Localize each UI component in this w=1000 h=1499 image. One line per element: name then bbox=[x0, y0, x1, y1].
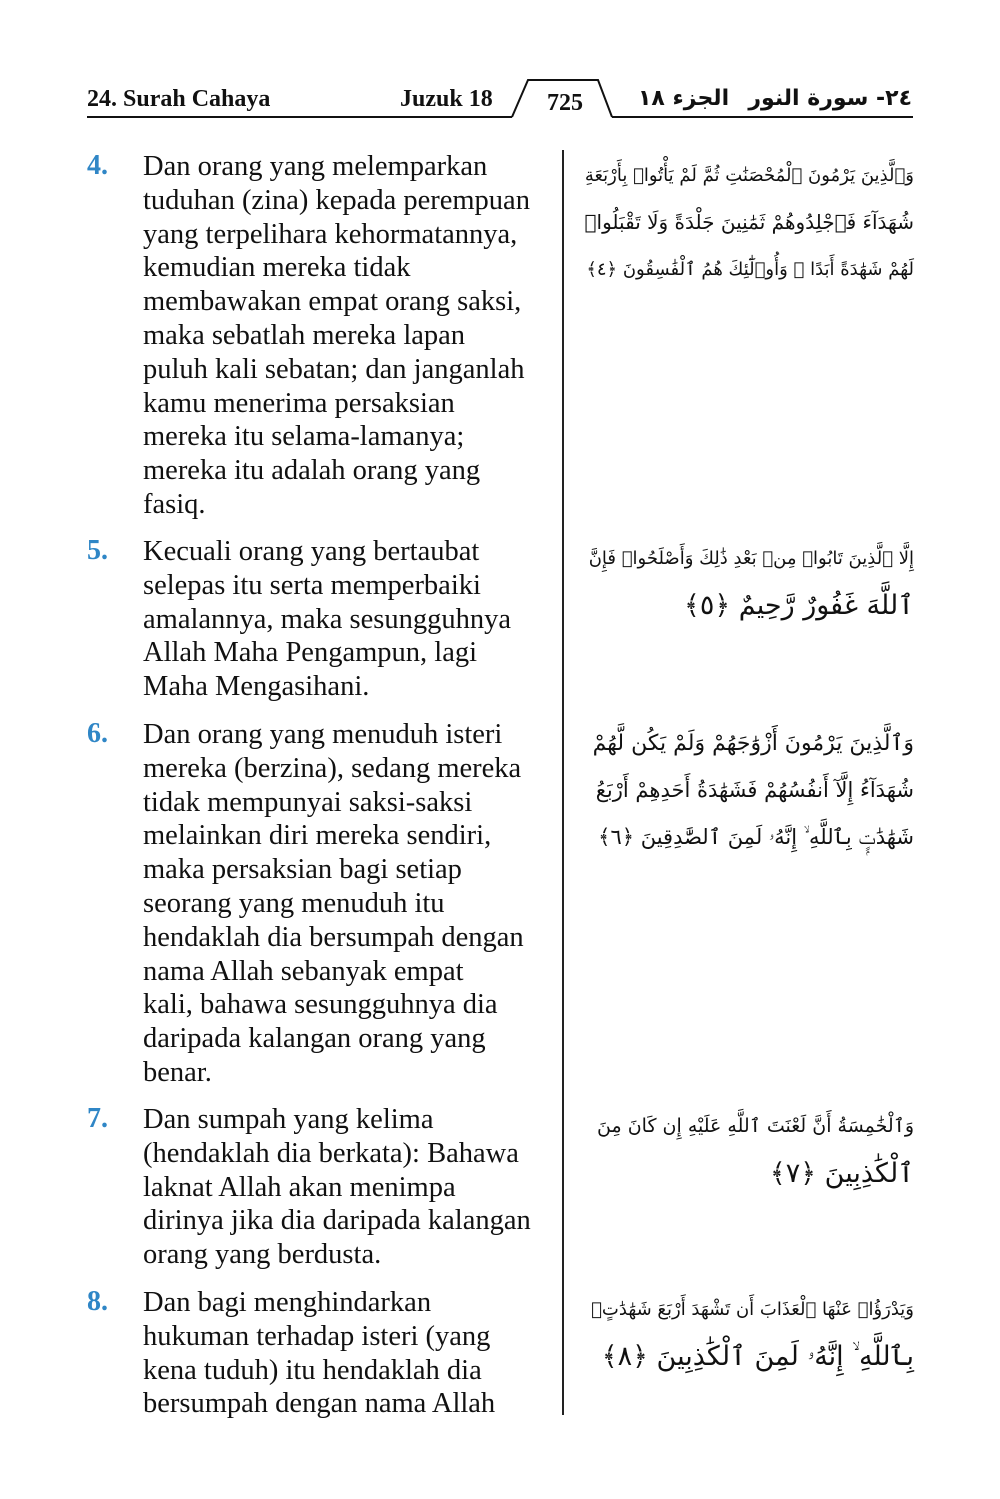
verse-translation bbox=[143, 1103, 563, 1272]
translation-line: kemudian mereka tidak bbox=[143, 252, 411, 284]
arabic-line: وَٱلَّذِينَ يَرْمُونَ ٱلْمُحْصَنَٰتِ ثُمَّ لَمْ يَأْتُوا۟ بِأَرْبَعَةِ bbox=[584, 165, 914, 186]
arabic-line: ٱللَّهَ غَفُورٌ رَّحِيمٌ ﴿٥﴾ bbox=[684, 590, 914, 621]
translation-line: (hendaklah dia berkata): Bahawa bbox=[143, 1137, 519, 1169]
translation-line: Dan bagi menghindarkan bbox=[143, 1287, 432, 1318]
translation-line: puluh kali sebatan; dan janganlah bbox=[143, 353, 525, 385]
translation-line: Dan orang yang melemparkan bbox=[143, 151, 488, 182]
verse-arabic bbox=[584, 1286, 914, 1380]
surah-title-latin: 24. Surah Cahaya bbox=[87, 86, 271, 112]
arabic-line: وَيَدْرَؤُا۟ عَنْهَا ٱلْعَذَابَ أَن تَشْهَدَ أَرْبَعَ شَهَٰدَٰتٍۭ bbox=[591, 1299, 914, 1320]
arabic-line: شَهَٰدَٰتٍۭ بِٱللَّهِ ۙ إِنَّهُۥ لَمِنَ ٱلصَّٰدِقِينَ ﴿٦﴾ bbox=[598, 825, 914, 849]
translation-line: tuduhan (zina) kepada perempuan bbox=[143, 184, 530, 216]
page-number: 725 bbox=[547, 90, 583, 116]
arabic-line: بِٱللَّهِ ۙ إِنَّهُۥ لَمِنَ ٱلْكَٰذِبِينَ ﴿٨﴾ bbox=[601, 1341, 914, 1372]
translation-line: mereka itu adalah orang yang bbox=[143, 455, 481, 487]
translation-line: maka persaksian bagi setiap bbox=[143, 854, 462, 886]
arabic-line: شُهَدَآءَ فَٱجْلِدُوهُمْ ثَمَٰنِينَ جَلْدَةً وَلَا تَقْبَلُوا۟ bbox=[584, 210, 914, 234]
juzuk-label: Juzuk 18 bbox=[400, 86, 493, 112]
juzuk-label-arabic: الجزء ١٨ bbox=[638, 86, 730, 111]
page-header bbox=[0, 0, 1000, 130]
verse-arabic bbox=[584, 720, 914, 861]
verse-translation bbox=[143, 718, 563, 1090]
verse-translation bbox=[143, 535, 563, 704]
translation-line: laknat Allah akan menimpa bbox=[143, 1171, 456, 1203]
verse-number: 5. bbox=[87, 535, 108, 566]
translation-line: dirinya jika dia daripada kalangan bbox=[143, 1205, 531, 1237]
translation-line: Dan orang yang menuduh isteri bbox=[143, 719, 503, 750]
translation-line: kali, bahawa sesungguhnya dia bbox=[143, 989, 498, 1021]
translation-line: selepas itu serta memperbaiki bbox=[143, 569, 481, 601]
verse-arabic bbox=[584, 1103, 914, 1197]
translation-line: tidak mempunyai saksi-saksi bbox=[143, 786, 473, 818]
verse-arabic bbox=[584, 535, 914, 629]
translation-line: seorang yang menuduh itu bbox=[143, 887, 445, 919]
translation-line: mereka (berzina), sedang mereka bbox=[143, 752, 522, 784]
translation-line: bersumpah dengan nama Allah bbox=[143, 1388, 496, 1420]
translation-line: hendaklah dia bersumpah dengan bbox=[143, 921, 524, 953]
verse-number: 7. bbox=[87, 1103, 108, 1134]
arabic-line: لَهُمْ شَهَٰدَةً أَبَدًا ۚ وَأُو۟لَٰٓئِكَ هُمُ ٱلْفَٰسِقُونَ ﴿٤﴾ bbox=[586, 259, 914, 280]
translation-line: kena tuduh) itu hendaklah dia bbox=[143, 1354, 482, 1386]
translation-line: hukuman terhadap isteri (yang bbox=[143, 1320, 491, 1352]
verse-number: 6. bbox=[87, 718, 108, 749]
translation-line: benar. bbox=[143, 1056, 212, 1088]
translation-line: kamu menerima persaksian bbox=[143, 387, 455, 419]
translation-line: yang terpelihara kehormatannya, bbox=[143, 218, 518, 250]
translation-line: amalannya, maka sesungguhnya bbox=[143, 603, 512, 635]
translation-line: daripada kalangan orang yang bbox=[143, 1023, 486, 1055]
arabic-line: وَٱلَّذِينَ يَرْمُونَ أَزْوَٰجَهُمْ وَلَمْ يَكُن لَّهُمْ bbox=[592, 731, 914, 756]
translation-line: fasiq. bbox=[143, 488, 206, 520]
translation-line: nama Allah sebanyak empat bbox=[143, 955, 464, 987]
translation-line: maka sebatlah mereka lapan bbox=[143, 319, 466, 351]
arabic-line: ٱلْكَٰذِبِينَ ﴿٧﴾ bbox=[769, 1158, 914, 1189]
translation-line: melainkan diri mereka sendiri, bbox=[143, 820, 492, 852]
translation-line: Maha Mengasihani. bbox=[143, 671, 370, 703]
translation-line: orang yang berdusta. bbox=[143, 1239, 382, 1271]
verse-translation bbox=[143, 150, 563, 522]
verse-arabic bbox=[584, 152, 914, 293]
verse-number: 8. bbox=[87, 1286, 108, 1317]
arabic-line: وَٱلْخَٰمِسَةُ أَنَّ لَعْنَتَ ٱللَّهِ عَلَيْهِ إِن كَانَ مِنَ bbox=[597, 1115, 914, 1137]
translation-line: Allah Maha Pengampun, lagi bbox=[143, 637, 478, 669]
translation-line: Kecuali orang yang bertaubat bbox=[143, 536, 480, 567]
verse-translation bbox=[143, 1286, 563, 1421]
translation-line: mereka itu selama-lamanya; bbox=[143, 421, 465, 453]
arabic-line: شُهَدَآءُ إِلَّآ أَنفُسُهُمْ فَشَهَٰدَةُ أَحَدِهِمْ أَرْبَعُ bbox=[595, 778, 914, 802]
translation-line: membawakan empat orang saksi, bbox=[143, 286, 522, 318]
surah-title-arabic: ٢٤- سورة النور bbox=[748, 86, 912, 111]
translation-line: Dan sumpah yang kelima bbox=[143, 1104, 434, 1135]
arabic-line: إِلَّا ٱلَّذِينَ تَابُوا۟ مِنۢ بَعْدِ ذَٰلِكَ وَأَصْلَحُوا۟ فَإِنَّ bbox=[588, 548, 914, 569]
verse-number: 4. bbox=[87, 150, 108, 181]
